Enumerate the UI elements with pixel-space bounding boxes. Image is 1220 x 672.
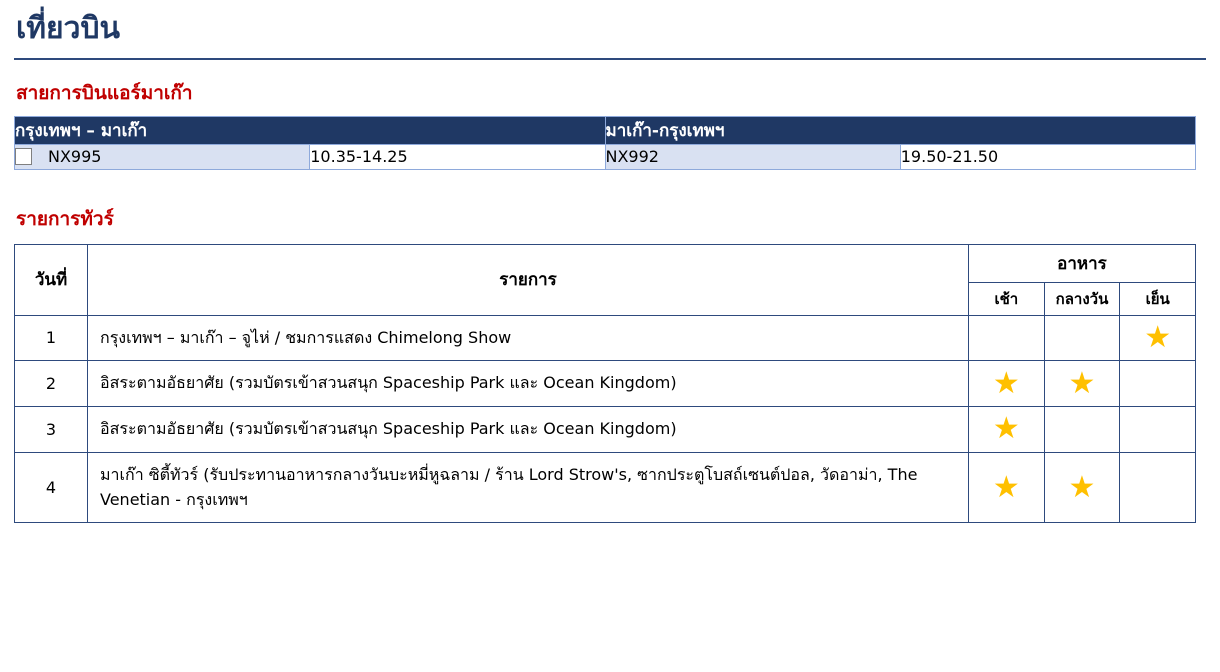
tour-lunch-cell (1044, 361, 1120, 407)
tour-breakfast-cell (969, 407, 1045, 453)
star-icon: ★ (1068, 365, 1096, 401)
tour-dinner-cell (1120, 452, 1196, 523)
tour-breakfast-cell (969, 315, 1045, 361)
tour-header-day: วันที่ (15, 244, 88, 315)
tour-day: 3 (15, 407, 88, 453)
flight-table-header-row (15, 116, 1196, 144)
table-row (15, 452, 1196, 523)
flight-header-inbound: มาเก๊า-กรุงเทพฯ (605, 116, 1196, 144)
star-icon: ★ (1068, 469, 1096, 505)
flight-inbound-number: NX992 (605, 144, 900, 169)
flight-select-checkbox[interactable] (15, 148, 32, 165)
tour-header-item: รายการ (88, 244, 969, 315)
tour-breakfast-cell (969, 452, 1045, 523)
flight-outbound-time: 10.35-14.25 (310, 144, 605, 169)
tour-breakfast-cell (969, 361, 1045, 407)
tour-day: 1 (15, 315, 88, 361)
table-row (15, 361, 1196, 407)
tour-table (14, 244, 1196, 524)
tour-item: มาเก๊า ซิตี้ทัวร์ (รับประทานอาหารกลางวันบะหมี่หูฉลาม / ร้าน Lord Strow's, ซากประตูโบสถ์เซนต์ปอล, วัดอาม่า, The Venetian - กรุงเทพฯ (88, 452, 969, 523)
tour-lunch-cell (1044, 407, 1120, 453)
star-icon: ★ (992, 469, 1020, 505)
tour-header-lunch: กลางวัน (1044, 282, 1120, 315)
tour-header-breakfast: เช้า (969, 282, 1045, 315)
flight-header-outbound: กรุงเทพฯ – มาเก๊า (15, 116, 606, 144)
tour-header-meals: อาหาร (969, 244, 1196, 282)
table-row (15, 144, 1196, 169)
tour-lunch-cell (1044, 315, 1120, 361)
page-title: เที่ยวบิน (16, 11, 121, 46)
tour-dinner-cell (1120, 361, 1196, 407)
tour-lunch-cell (1044, 452, 1120, 523)
flight-outbound-number-cell (15, 144, 310, 169)
tour-item: อิสระตามอัธยาศัย (รวมบัตรเข้าสวนสนุก Spaceship Park และ Ocean Kingdom) (88, 407, 969, 453)
tour-item: กรุงเทพฯ – มาเก๊า – จูไห่ / ชมการแสดง Chimelong Show (88, 315, 969, 361)
title-divider (14, 58, 1206, 60)
tour-day: 2 (15, 361, 88, 407)
flight-inbound-time: 19.50-21.50 (900, 144, 1195, 169)
table-row (15, 315, 1196, 361)
tour-dinner-cell (1120, 407, 1196, 453)
star-icon: ★ (992, 411, 1020, 447)
tour-dinner-cell (1120, 315, 1196, 361)
flight-section-heading: สายการบินแอร์มาเก๊า (16, 81, 193, 104)
tour-section-heading: รายการทัวร์ (16, 207, 114, 230)
star-icon: ★ (1144, 319, 1172, 355)
flight-table (14, 116, 1196, 170)
tour-table-header-row-1 (15, 244, 1196, 282)
tour-header-dinner: เย็น (1120, 282, 1196, 315)
tour-item: อิสระตามอัธยาศัย (รวมบัตรเข้าสวนสนุก Spaceship Park และ Ocean Kingdom) (88, 361, 969, 407)
star-icon: ★ (992, 365, 1020, 401)
flight-outbound-number: NX995 (48, 147, 102, 166)
tour-day: 4 (15, 452, 88, 523)
table-row (15, 407, 1196, 453)
